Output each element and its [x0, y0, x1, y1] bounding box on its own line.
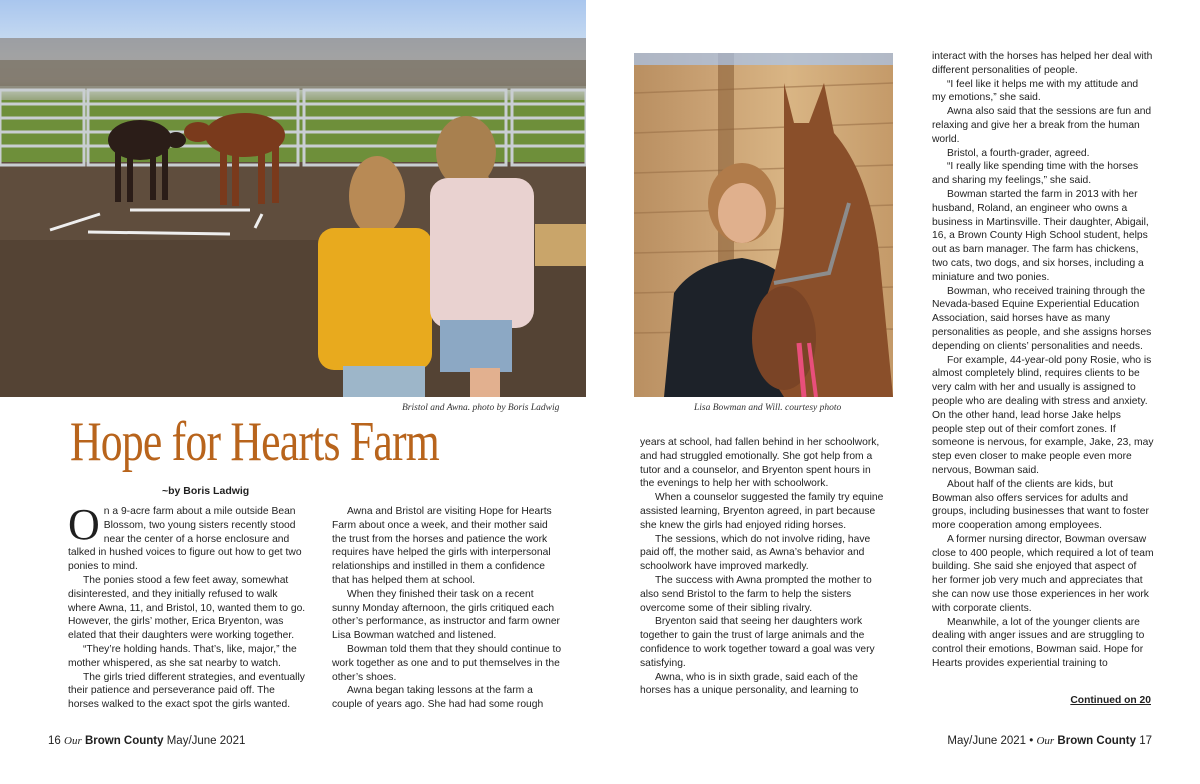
- folio-separator: •: [1029, 735, 1034, 747]
- paragraph: The ponies stood a few feet away, somewhat disinterested, and they initially refused to walk where Awna, 11, and Bristol, 10, wanted them to go. However, the girls’ mother, Erica Bryenton, was elated that their daughters were working together.: [68, 574, 306, 642]
- photo-caption-right: Lisa Bowman and Will. courtesy photo: [694, 403, 842, 413]
- photo-girls-and-ponies-illustration: [0, 0, 586, 397]
- article-column-3: [640, 436, 886, 698]
- paragraph: Meanwhile, a lot of the younger clients are dealing with anger issues and are struggling to control their emotions, Bowman said. Hope for Hearts provides experiential training to: [932, 616, 1145, 670]
- continued-link[interactable]: Continued on 20: [1070, 695, 1151, 706]
- paragraph: The success with Awna prompted the mother to also send Bristol to the farm to help the sisters overcome some of their sibling rivalry.: [640, 574, 872, 614]
- paragraph: Bowman started the farm in 2013 with her husband, Roland, an engineer who owns a business in Martinsville. Their daughter, Abigail, 16, a Brown County High School student, helps out as barn manager. The farm has chickens, two cats, two dogs, and six horses, including a miniature and two ponies.: [932, 188, 1149, 283]
- issue-date: May/June 2021: [166, 735, 246, 747]
- paragraph: Bryenton said that seeing her daughters work together to gain the trust of large animals and the confidence to work together toward a goal was very satisfying.: [640, 616, 875, 669]
- paragraph: years at school, had fallen behind in her schoolwork, and had struggled emotionally. She got help from a tutor and a counselor, and Bryenton spent hours in the evenings to help her with schoolwork.: [640, 437, 880, 490]
- photo-girls-and-ponies: [0, 0, 586, 397]
- article-column-1: [68, 500, 308, 712]
- brand-mark: Our: [64, 735, 82, 747]
- paragraph: Bristol, a fourth-grader, agreed.: [947, 147, 1090, 159]
- paragraph-text: n a 9-acre farm about a mile outside Bean Blossom, two young sisters recently stood near the center of a horse enclosure and talked in hushed voices to figure out how to get two ponies to mind.: [68, 506, 302, 573]
- paragraph: The sessions, which do not involve riding, have paid off, the mother said, as Awna’s behavior and schoolwork have improved markedly.: [640, 533, 871, 573]
- paragraph: For example, 44-year-old pony Rosie, who is almost completely blind, requires clients to be very calm with her and usually is assigned to people who are dealing with stress and anxiety. On the other hand, lead horse Jake helps people step out of their comfort zones. If someone is nervous, for example, Jake, 23, may step even closer to make people even more nervous, Bowman said.: [932, 354, 1154, 476]
- brand-county: Brown County: [1057, 735, 1136, 747]
- paragraph: A former nursing director, Bowman oversaw close to 400 people, which required a lot of team building. She said she enjoyed that aspect of her former job very much and appreciates that she can now use those experiences in her work with corporate clients.: [932, 533, 1154, 614]
- paragraph: “I feel like it helps me with my attitude and my emotions,” she said.: [932, 78, 1139, 104]
- paragraph: Bowman told them that they should continue to work together as one and to put themselves in the other’s shoes.: [332, 643, 562, 683]
- paragraph: Awna and Bristol are visiting Hope for Hearts Farm about once a week, and their mother said the trust from the horses and patience the work requires have helped the girls with interpersonal relationships and instilled in them a confidence that has helped them at school.: [332, 506, 552, 586]
- article-column-2: [332, 505, 563, 712]
- article-column-4: [932, 50, 1154, 671]
- brand-county: Brown County: [84, 735, 164, 747]
- paragraph: When they finished their task on a recent sunny Monday afternoon, the girls critiqued each other’s performance, as instructor and farm owner Lisa Bowman watched and listened.: [332, 588, 560, 642]
- issue-date: May/June 2021: [947, 735, 1027, 747]
- paragraph: “They’re holding hands. That’s, like, major,” the mother whispered, as she sat nearby to watch.: [68, 643, 297, 669]
- folio-left: [48, 735, 245, 747]
- byline: ~by Boris Ladwig: [162, 485, 250, 497]
- right-page: [600, 0, 1200, 784]
- paragraph: [68, 500, 308, 574]
- page-number: 16: [48, 735, 61, 747]
- paragraph: About half of the clients are kids, but Bowman also offers services for adults and groups, including businesses that want to foster more cooperation among employees.: [932, 478, 1149, 532]
- photo-lisa-and-will: [634, 53, 893, 397]
- photo-caption-left: Bristol and Awna. photo by Boris Ladwig: [402, 403, 560, 413]
- paragraph: Bowman, who received training through the Nevada-based Equine Experiential Education Association, said horses have as many personalities as people, and she assigns horses depending on clients’ personalities and needs.: [932, 285, 1152, 352]
- folio-right: [947, 735, 1152, 747]
- paragraph: “I really like spending time with the horses and sharing my feelings,” she said.: [932, 161, 1139, 187]
- drop-cap: O: [68, 500, 100, 549]
- paragraph: Awna, who is in sixth grade, said each of the horses has a unique personality, and learning to: [640, 671, 859, 697]
- paragraph: Awna also said that the sessions are fun and relaxing and give her a break from the human world.: [932, 106, 1152, 145]
- photo-lisa-and-will-illustration: [634, 53, 893, 397]
- article-title: Hope for Hearts Farm: [70, 411, 439, 473]
- paragraph: interact with the horses has helped her deal with different personalities of people.: [932, 51, 1153, 76]
- brand-mark: Our: [1036, 735, 1055, 747]
- paragraph: Awna began taking lessons at the farm a couple of years ago. She had had some rough: [332, 685, 544, 711]
- page-number: 17: [1139, 735, 1152, 747]
- paragraph: The girls tried different strategies, and eventually their patience and perseverance paid off. The horses walked to the exact spot the girls wanted.: [68, 671, 305, 711]
- paragraph: When a counselor suggested the family try equine assisted learning, Bryenton agreed, in part because she knew the girls had enjoyed riding horses.: [640, 492, 884, 531]
